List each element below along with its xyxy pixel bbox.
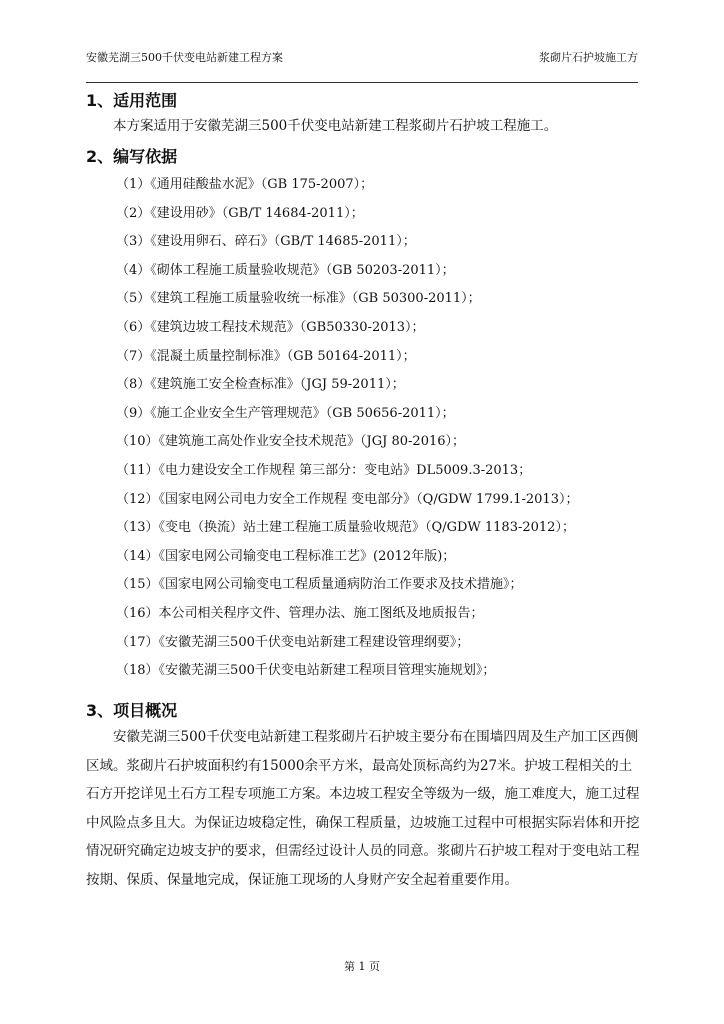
basis-list-item: （2）《建设用砂》（GB/T 14684-2011）； (116, 205, 364, 221)
section-heading-scope: 1、适用范围 (86, 91, 178, 110)
section-heading-overview: 3、项目概况 (86, 701, 178, 720)
basis-list-item: （10）《建筑施工高处作业安全技术规范》（JGJ 80-2016）； (116, 434, 466, 450)
basis-list-item: （8）《建筑施工安全检查标准》（JGJ 59-2011）； (116, 377, 405, 393)
basis-list-item: （17）《安徽芜湖三500千伏变电站新建工程建设管理纲要》； (116, 634, 470, 650)
section-heading-basis: 2、编写依据 (86, 147, 178, 166)
basis-list-item: （5）《建筑工程施工质量验收统一标准》（GB 50300-2011）； (116, 291, 481, 307)
basis-list (116, 171, 636, 686)
basis-list-item: （14）《国家电网公司输变电工程标准工艺》(2012年版)； (116, 548, 456, 564)
basis-list-item: （11）《电力建设安全工作规程 第三部分：变电站》DL5009.3-2013； (116, 462, 532, 478)
section-overview-paragraph: 安徽芜湖三500千伏变电站新建工程浆砌片石护坡主要分布在围墙四周及生产加工区西侧区域。浆砌片石护坡面积约有15000余平方米，最高处顶标高约为27米。护坡工程相关的土石方开挖详见土石方工程专项施工方案。本边坡工程安全等级为一级，施工难度大，施工过程中风险点多且大。为保证边坡稳定性，确保工程质量，边坡施工过程中可根据实际岩体和开挖情况研究确定边坡支护的要求，但需经过设计人员的同意。浆砌片石护坡工程对于变电站工程按期、保质、保量地完成，保证施工现场的人身财产安全起着重要作用。 (86, 729, 640, 888)
basis-list-item: （16）本公司相关程序文件、管理办法、施工图纸及地质报告； (116, 605, 484, 621)
basis-list-item: （1）《通用硅酸盐水泥》（GB 175-2007）； (116, 177, 374, 192)
section-scope-paragraph: 本方案适用于安徽芜湖三500千伏变电站新建工程浆砌片石护坡工程施工。 (113, 118, 558, 134)
basis-list-item: （18）《安徽芜湖三500千伏变电站新建工程项目管理实施规划》； (116, 663, 496, 679)
basis-list-item: （4）《砌体工程施工质量验收规范》（GB 50203-2011）； (116, 262, 455, 278)
basis-list-item: （9）《施工企业安全生产管理规范》（GB 50656-2011）； (116, 405, 455, 421)
page-footer: 第 1 页 (344, 960, 380, 973)
header-project-title: 安徽芜湖三500千伏变电站新建工程方案 (86, 51, 283, 64)
basis-list-item: （6）《建筑边坡工程技术规范》（GB50330-2013）； (116, 319, 425, 335)
basis-list-item: （15）《国家电网公司输变电工程质量通病防治工作要求及技术措施》； (116, 577, 523, 593)
basis-list-item: （3）《建设用卵石、碎石》（GB/T 14685-2011）； (116, 234, 416, 250)
basis-list-item: （13）《变电（换流）站土建工程施工质量验收规范》（Q/GDW 1183-2012）； (116, 520, 575, 536)
header-doc-title: 浆砌片石护坡施工方 (539, 51, 638, 64)
basis-list-item: （7）《混凝土质量控制标准》（GB 50164-2011）； (116, 348, 416, 364)
page-header (86, 50, 638, 83)
basis-list-item: （12）《国家电网公司电力安全工作规程 变电部分》（Q/GDW 1799.1-2013）； (116, 491, 579, 507)
